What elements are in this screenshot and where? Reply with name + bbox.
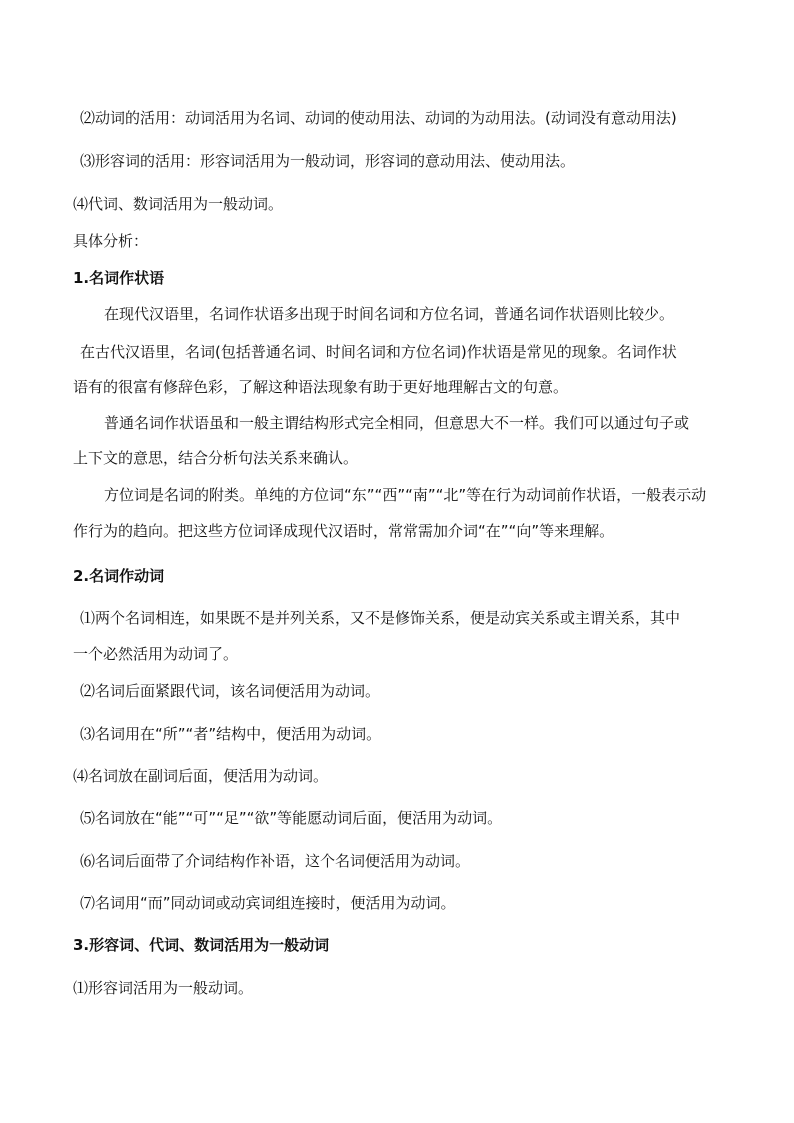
text-line: 在古代汉语里，名词(包括普通名词、时间名词和方位名词)作状语是常见的现象。名词作状: [80, 343, 677, 361]
text-line: 方位词是名词的附类。单纯的方位词“东”“西”“南”“北”等在行为动词前作状语，一般表示动: [104, 486, 707, 504]
text-line: 作行为的趋向。把这些方位词译成现代汉语时，常常需加介词“在”“向”等来理解。: [73, 522, 615, 540]
text-line: ⑷代词、数词活用为一般动词。: [73, 195, 284, 213]
text-line: 一个必然活用为动词了。: [73, 645, 239, 663]
text-line: 普通名词作状语虽和一般主谓结构形式完全相同，但意思大不一样。我们可以通过句子或: [104, 414, 690, 432]
text-line: 语有的很富有修辞色彩，了解这种语法现象有助于更好地理解古文的句意。: [73, 378, 569, 396]
section-heading: 3.形容词、代词、数词活用为一般动词: [73, 936, 330, 954]
text-line: ⑴形容词活用为一般动词。: [73, 979, 254, 997]
section-heading: 1.名词作状语: [73, 269, 165, 287]
text-line: ⑶形容词的活用：形容词活用为一般动词，形容词的意动用法、使动用法。: [80, 152, 576, 170]
text-line: 具体分析：: [73, 232, 149, 250]
text-line: ⑹名词后面带了介词结构作补语，这个名词便活用为动词。: [80, 852, 471, 870]
section-heading: 2.名词作动词: [73, 567, 165, 585]
text-line: 上下文的意思，结合分析句法关系来确认。: [73, 449, 359, 467]
text-line: ⑸名词放在“能”“可”“足”“欲”等能愿动词后面，便活用为动词。: [80, 809, 503, 827]
text-line: ⑴两个名词相连，如果既不是并列关系，又不是修饰关系，便是动宾关系或主谓关系，其中: [80, 609, 681, 627]
text-line: ⑺名词用“而”同动词或动宾词组连接时，便活用为动词。: [80, 894, 456, 912]
text-line: ⑵名词后面紧跟代词，该名词便活用为动词。: [80, 682, 381, 700]
text-line: 在现代汉语里，名词作状语多出现于时间名词和方位名词，普通名词作状语则比较少。: [104, 305, 675, 323]
text-line: ⑵动词的活用：动词活用为名词、动词的使动用法、动词的为动用法。(动词没有意动用法): [80, 109, 677, 127]
text-line: ⑷名词放在副词后面，便活用为动词。: [73, 767, 329, 785]
text-line: ⑶名词用在“所”“者”结构中，便活用为动词。: [80, 725, 382, 743]
